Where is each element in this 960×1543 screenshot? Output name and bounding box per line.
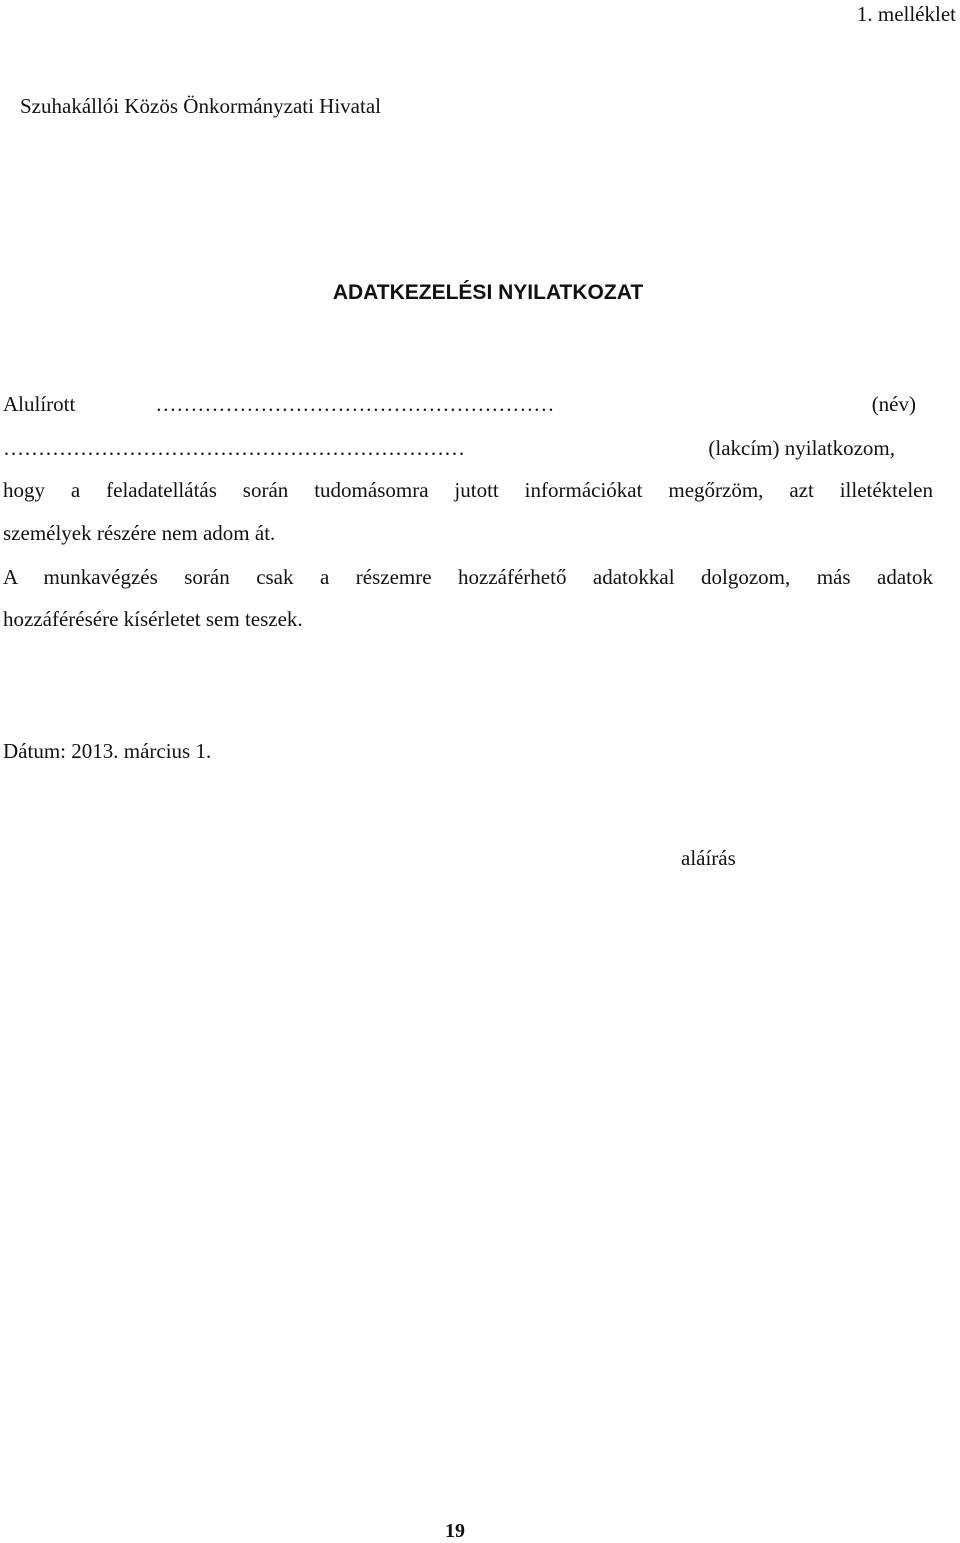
organization-name: Szuhakállói Közös Önkormányzati Hivatal xyxy=(20,94,381,118)
date-line: Dátum: 2013. március 1. xyxy=(3,739,212,763)
address-dots: ………………………………………………………… xyxy=(3,436,465,460)
annex-label: 1. melléklet xyxy=(856,2,956,26)
signature-label: aláírás xyxy=(681,846,736,870)
document-title: ADATKEZELÉSI NYILATKOZAT xyxy=(332,281,644,304)
declaration-name-line xyxy=(3,392,933,417)
declaration-text-line-6: hozzáférésére kísérletet sem teszek. xyxy=(3,607,303,631)
name-dots: ………………………………………………… xyxy=(155,392,555,416)
declaration-text-line-3: hogy a feladatellátás során tudomásomra jutott információkat megőrzöm, azt illetéktelen xyxy=(3,478,933,502)
page-number: 19 xyxy=(445,1520,465,1542)
name-prefix: Alulírott xyxy=(3,392,76,416)
address-suffix: (lakcím) nyilatkozom, xyxy=(708,436,895,460)
declaration-text-line-4: személyek részére nem adom át. xyxy=(3,521,276,545)
name-suffix: (név) xyxy=(871,392,916,416)
declaration-address-line xyxy=(3,436,933,461)
declaration-text-line-5: A munkavégzés során csak a részemre hozzáférhető adatokkal dolgozom, más adatok xyxy=(3,565,933,589)
